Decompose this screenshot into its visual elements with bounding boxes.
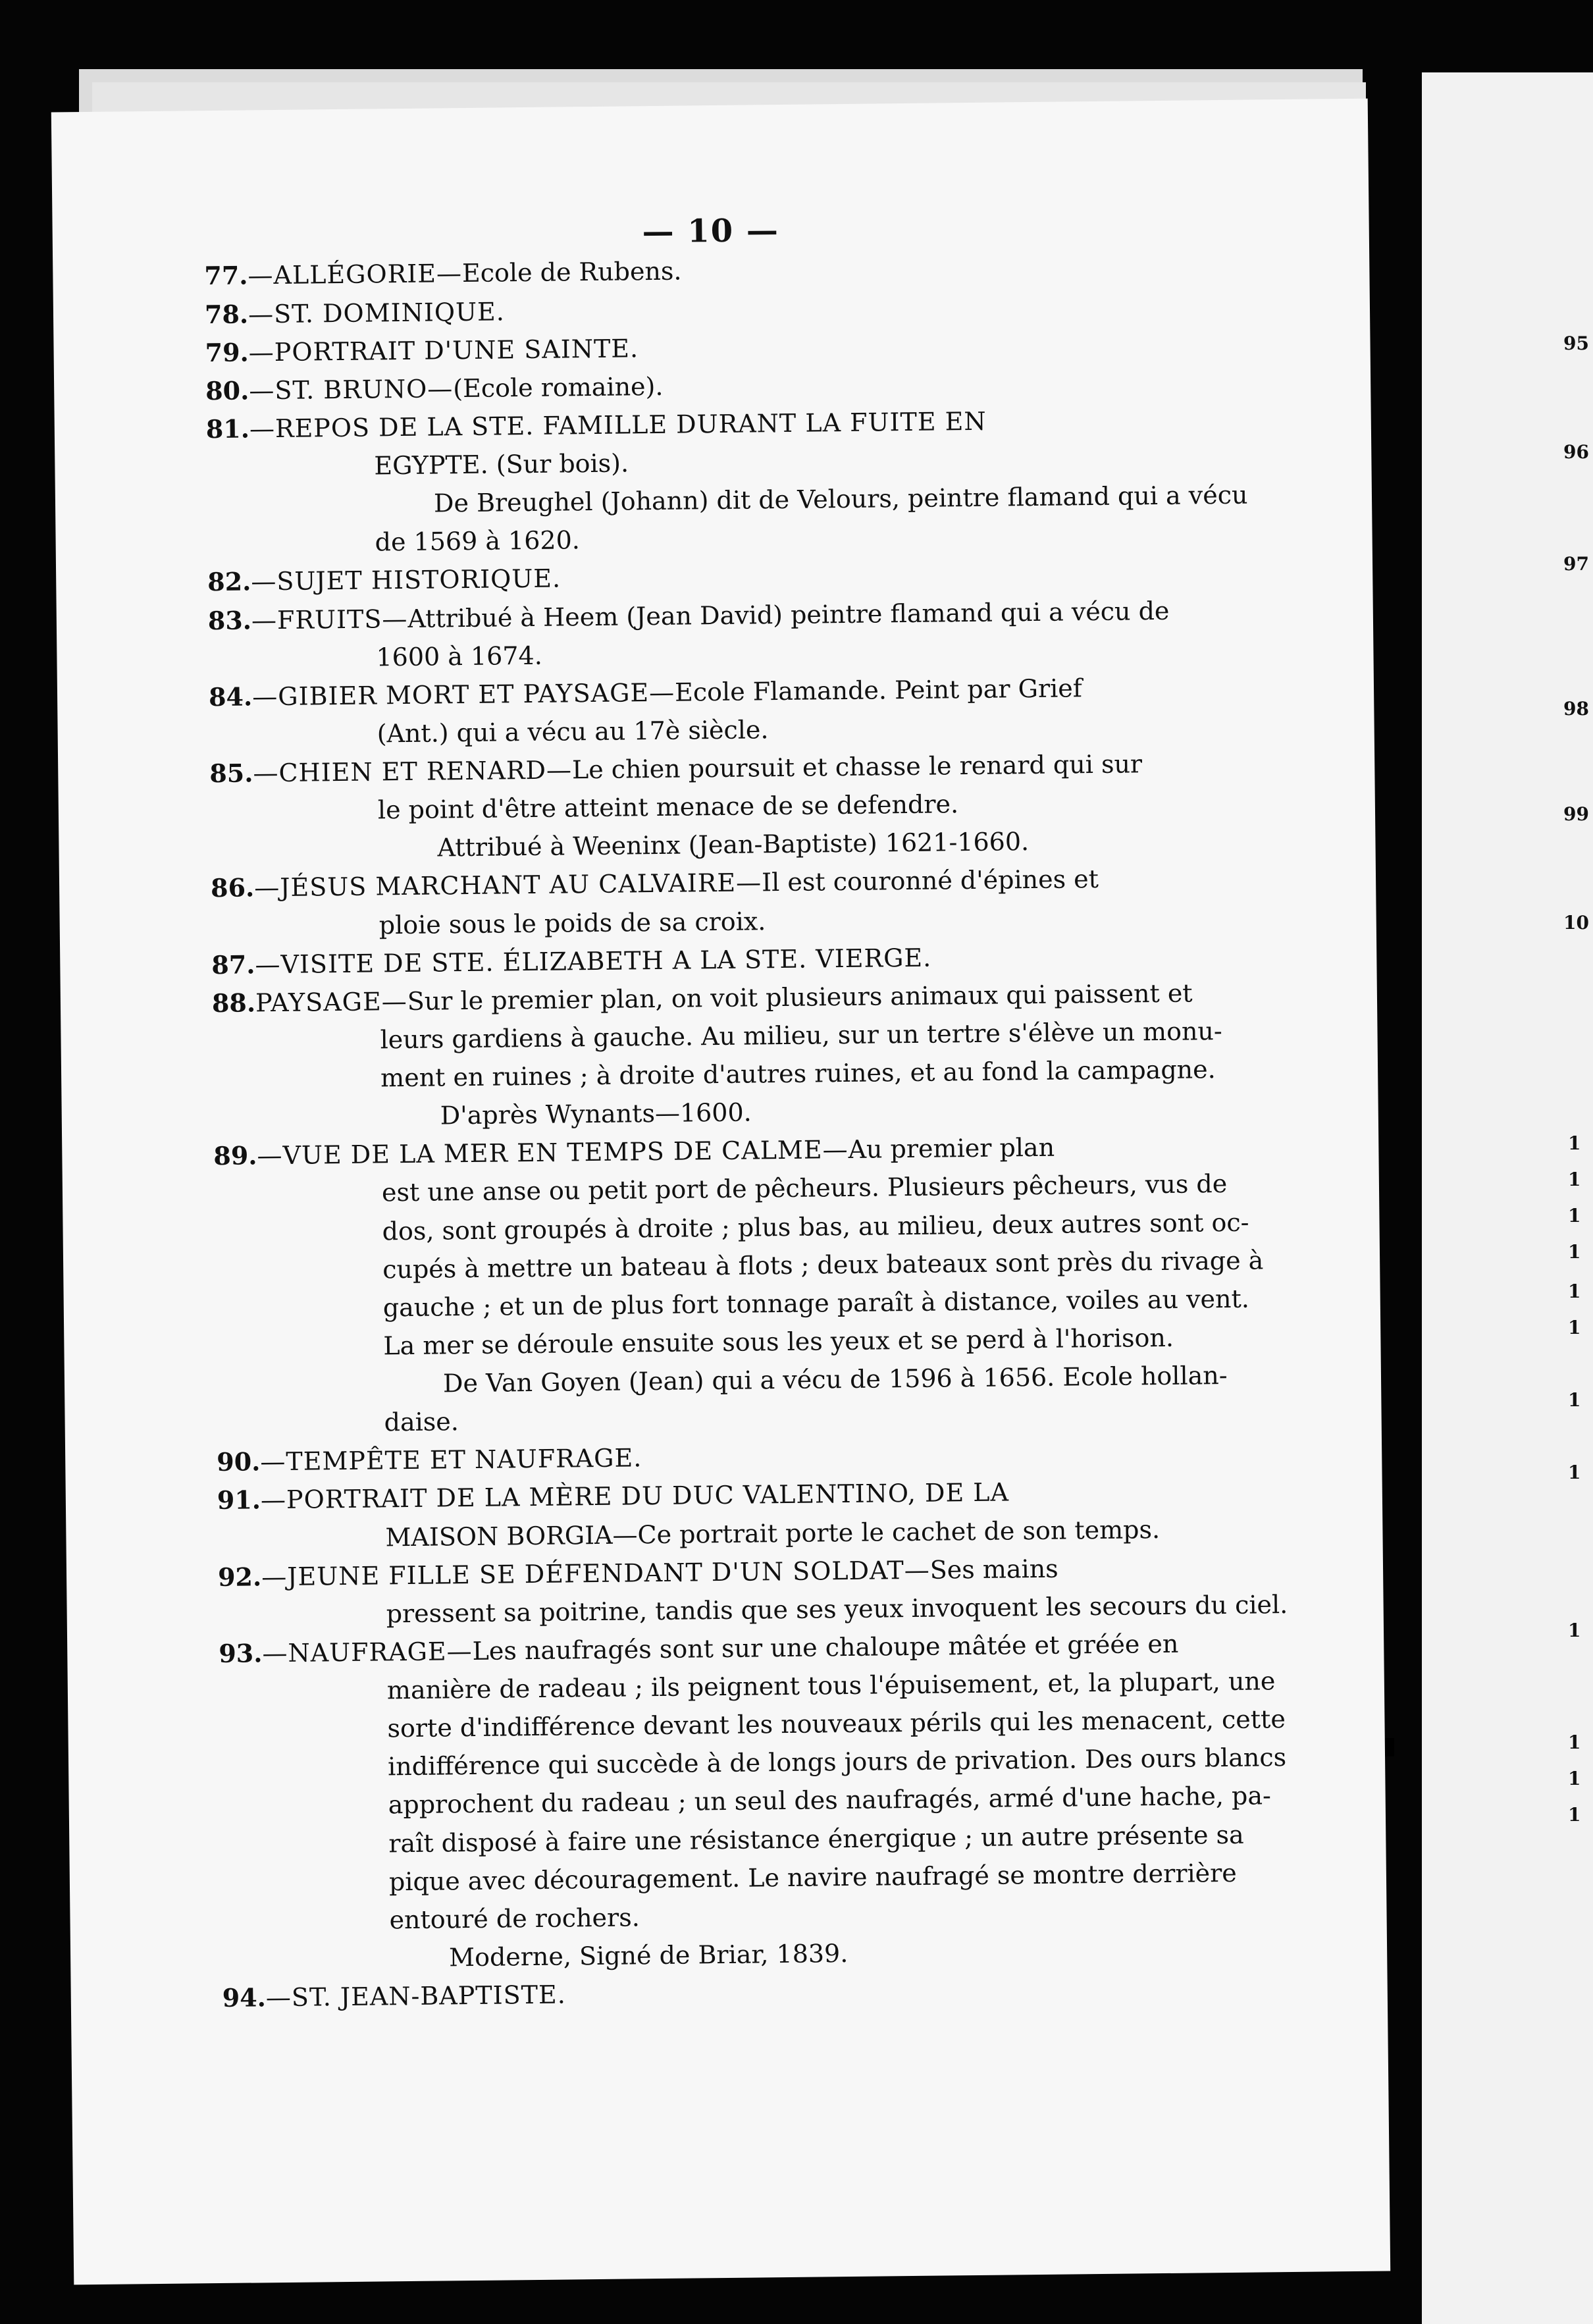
margin-number: 95	[1563, 332, 1589, 354]
entry-line: est une anse ou petit port de pêcheurs. Plusieurs pêcheurs, vus de	[381, 1169, 1228, 1207]
entry-line: De Breughel (Johann) dit de Velours, peintre flamand qui a vécu	[433, 480, 1248, 518]
entry-title: —ALLÉGORIE—	[248, 259, 463, 290]
entry-line: approchent du radeau ; un seul des naufragés, armé d'une hache, pa-	[388, 1781, 1272, 1820]
entry-line: gauche ; et un de plus fort tonnage paraît à distance, voiles au vent.	[382, 1284, 1250, 1323]
entry-line: sorte d'indifférence devant les nouveaux périls qui les menacent, cette	[387, 1704, 1286, 1743]
entry-line: (Ant.) qui a vécu au 17è siècle.	[377, 715, 769, 749]
entry-number: 92.	[217, 1562, 262, 1592]
entry-text: Il est couronné d'épines et	[761, 864, 1099, 897]
entry-text: Les naufragés sont sur une chaloupe mâtée et gréée en	[472, 1629, 1179, 1666]
margin-number: 98	[1563, 698, 1589, 720]
entry-text: Attribué à Heem (Jean David) peintre flamand qui a vécu de	[407, 596, 1170, 633]
entry-line: daise.	[384, 1407, 459, 1437]
entry-number: 88.	[211, 988, 256, 1018]
entry-number: 87.	[211, 949, 255, 980]
entry-line: pique avec découragement. Le navire naufragé se montre derrière	[388, 1858, 1237, 1897]
entry-number: 81.	[205, 413, 250, 444]
entry-line: D'après Wynants—1600.	[440, 1097, 752, 1130]
adjacent-page	[1422, 72, 1593, 2324]
entry-title: —SUJET HISTORIQUE.	[251, 564, 561, 596]
entry-text: Le chien poursuit et chasse le renard qui sur	[571, 749, 1143, 785]
entry-text: Au premier plan	[848, 1133, 1055, 1165]
entry-number: 83.	[207, 604, 252, 635]
entry-line: le point d'être atteint menace de se defendre.	[377, 789, 959, 825]
entry-number: 89.	[213, 1140, 257, 1171]
entry-line: entouré de rochers.	[389, 1903, 640, 1935]
margin-number: 1	[1568, 1317, 1581, 1338]
entry-number: 94.	[222, 1982, 267, 2013]
margin-number: 1	[1568, 1241, 1581, 1263]
entry-number: 80.	[205, 375, 249, 406]
margin-number: 1	[1568, 1462, 1581, 1483]
entry-title: —ST. JEAN-BAPTISTE.	[265, 1980, 567, 2013]
entry-title: —TEMPÊTE ET NAUFRAGE.	[260, 1443, 642, 1477]
margin-number: 1	[1568, 1731, 1581, 1753]
entry-line: EGYPTE. (Sur bois).	[374, 448, 629, 481]
entry-title: —VISITE DE STE. ÉLIZABETH A LA STE. VIERGE.	[255, 943, 932, 980]
margin-number: 1	[1568, 1620, 1581, 1641]
entry-number: 90.	[217, 1446, 261, 1477]
entry-number: 79.	[205, 337, 249, 367]
margin-number: 96	[1563, 441, 1589, 463]
entry-line: Moderne, Signé de Briar, 1839.	[448, 1938, 849, 1972]
entry-line: dos, sont groupés à droite ; plus bas, au milieu, deux autres sont oc-	[382, 1207, 1249, 1246]
entry-line: MAISON BORGIA—Ce portrait porte le cachet de son temps.	[385, 1514, 1161, 1552]
entry-title: —JÉSUS MARCHANT AU CALVAIRE—	[254, 868, 762, 903]
margin-number: 1	[1568, 1768, 1581, 1789]
entry-line: cupés à mettre un bateau à flots ; deux bateaux sont près du rivage à	[382, 1246, 1264, 1284]
entry-number: 78.	[204, 299, 249, 329]
entry-number: 77.	[204, 260, 248, 291]
catalogue-page	[51, 99, 1390, 2285]
page-content	[203, 201, 1342, 2017]
entry-title: —NAUFRAGE—	[262, 1636, 473, 1668]
page-number: — 10 —	[642, 211, 780, 251]
entry-line: manière de radeau ; ils peignent tous l'épuisement, et, la plupart, une	[386, 1666, 1276, 1705]
entry-line: Attribué à Weeninx (Jean-Baptiste) 1621-1660.	[437, 827, 1030, 862]
entry-line: de 1569 à 1620.	[375, 525, 581, 557]
entry-title: —GIBIER MORT ET PAYSAGE—	[251, 677, 675, 712]
entry-title: —VUE DE LA MER EN TEMPS DE CALME—	[257, 1135, 849, 1171]
entry-title: PAYSAGE—	[255, 986, 407, 1018]
catalogue-entry	[222, 1967, 1342, 2017]
entry-text: Ses mains	[929, 1554, 1058, 1585]
margin-number: 10	[1563, 912, 1589, 934]
margin-number: 1	[1568, 1205, 1581, 1227]
margin-number: 97	[1563, 553, 1589, 575]
entry-title: —ST. DOMINIQUE.	[248, 296, 506, 329]
margin-number: 1	[1568, 1132, 1581, 1154]
entry-number: 84.	[208, 681, 253, 712]
entry-line: La mer se déroule ensuite sous les yeux et se perd à l'horison.	[383, 1323, 1174, 1361]
entry-line: ploie sous le poids de sa croix.	[379, 906, 766, 939]
entry-line: indifférence qui succède à de longs jours de privation. Des ours blancs	[387, 1743, 1287, 1782]
margin-number: 1	[1568, 1281, 1581, 1302]
entry-line: 1600 à 1674.	[376, 641, 542, 672]
entry-text: Ecole de Rubens.	[461, 256, 682, 288]
entry-number: 85.	[209, 758, 253, 789]
margin-number: 1	[1568, 1169, 1581, 1190]
entry-text: Ecole Flamande. Peint par Grief	[674, 673, 1083, 707]
entry-line: raît disposé à faire une résistance énergique ; un autre présente sa	[388, 1820, 1244, 1858]
margin-number: 1	[1568, 1389, 1581, 1411]
margin-number: 1	[1568, 1804, 1581, 1826]
entry-number: 82.	[207, 566, 251, 597]
entry-title: —REPOS DE LA STE. FAMILLE DURANT LA FUITE EN	[249, 406, 987, 444]
entry-line: pressent sa poitrine, tandis que ses yeux invoquent les secours du ciel.	[386, 1589, 1288, 1629]
entry-title: —FRUITS—	[251, 604, 408, 635]
entry-title: —JEUNE FILLE SE DÉFENDANT D'UN SOLDAT—	[261, 1555, 930, 1592]
entry-line: leurs gardiens à gauche. Au milieu, sur un tertre s'élève un monu-	[380, 1016, 1222, 1055]
entry-text: Sur le premier plan, on voit plusieurs animaux qui paissent et	[407, 978, 1193, 1016]
entry-text: (Ecole romaine).	[453, 371, 664, 404]
entry-title: —PORTRAIT D'UNE SAINTE.	[248, 333, 639, 367]
entry-title: —ST. BRUNO—	[249, 374, 454, 406]
margin-number: 99	[1563, 803, 1589, 825]
entry-number: 91.	[217, 1485, 261, 1516]
entry-number: 86.	[210, 872, 255, 903]
entry-line: De Van Goyen (Jean) qui a vécu de 1596 à 1656. Ecole hollan-	[442, 1361, 1228, 1398]
entry-line: ment en ruines ; à droite d'autres ruines, et au fond la campagne.	[380, 1055, 1216, 1093]
entry-title: —PORTRAIT DE LA MÈRE DU DUC VALENTINO, DE LA	[260, 1477, 1010, 1515]
entry-title: —CHIEN ET RENARD—	[253, 755, 573, 788]
entry-number: 93.	[219, 1638, 263, 1668]
